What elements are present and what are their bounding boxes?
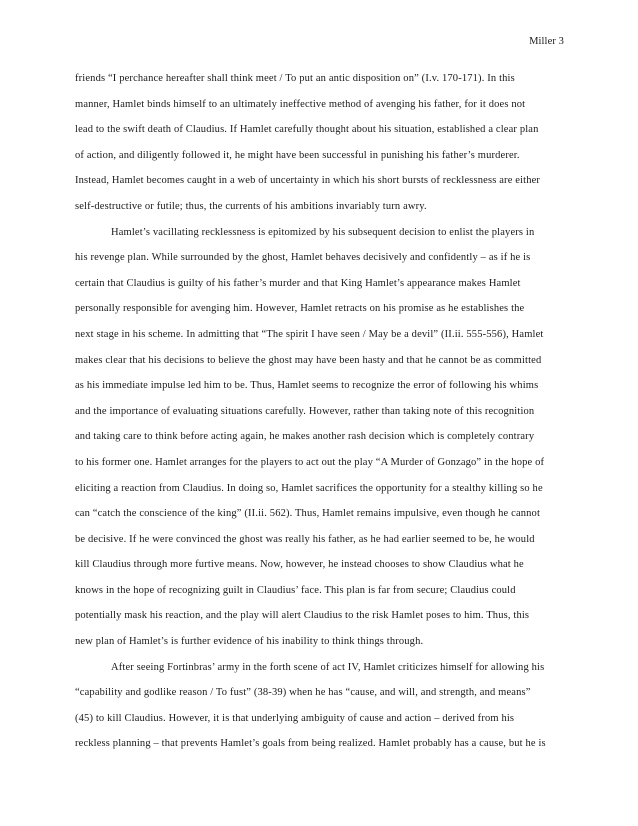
text-line: next stage in his scheme. In admitting that “The spirit I have seen / May be a devil” (II.ii. 555-556), Hamlet <box>75 328 544 340</box>
text-line: Instead, Hamlet becomes caught in a web of uncertainty in which his short bursts of recklessness are either <box>75 175 541 187</box>
text-line: to his former one. Hamlet arranges for the players to act out the play “A Murder of Gonzago” in the hope of <box>75 456 545 468</box>
paragraph <box>75 660 567 762</box>
text-line: eliciting a reaction from Claudius. In doing so, Hamlet sacrifices the opportunity for a stealthy killing so he <box>75 482 543 494</box>
text-line: certain that Claudius is guilty of his father’s murder and that King Hamlet’s appearance makes Hamlet <box>75 277 521 289</box>
text-line: his revenge plan. While surrounded by the ghost, Hamlet behaves decisively and confidently – as if he is <box>75 252 531 264</box>
text-line: new plan of Hamlet’s is further evidence of his inability to think things through. <box>75 636 424 648</box>
text-line: “capability and godlike reason / To fust” (38-39) when he has “cause, and will, and strength, and means” <box>75 687 531 699</box>
text-line: and the importance of evaluating situations carefully. However, rather than taking note of this recognition <box>75 405 535 417</box>
text-line: of action, and diligently followed it, he might have been successful in punishing his father’s murderer. <box>75 149 520 161</box>
text-line: makes clear that his decisions to believe the ghost may have been hasty and that he cannot be as committed <box>75 354 542 366</box>
paragraph <box>75 71 567 225</box>
text-line: can “catch the conscience of the king” (II.ii. 562). Thus, Hamlet remains impulsive, even though he cannot <box>75 508 541 520</box>
text-line: self-destructive or futile; thus, the currents of his ambitions invariably turn awry. <box>75 200 427 212</box>
essay-body <box>75 71 567 762</box>
paragraph <box>75 225 567 660</box>
text-line: be decisive. If he were convinced the ghost was really his father, as he had earlier seemed to be, he would <box>75 533 535 545</box>
text-line: (45) to kill Claudius. However, it is that underlying ambiguity of cause and action – derived from his <box>75 712 515 724</box>
text-line: knows in the hope of recognizing guilt in Claudius’ face. This plan is far from secure; Claudius could <box>75 584 516 596</box>
text-line: and taking care to think before acting again, he makes another rash decision which is completely contrary <box>75 431 535 443</box>
text-line: personally responsible for avenging him. However, Hamlet retracts on his promise as he establishes the <box>75 303 525 315</box>
text-line: friends “I perchance hereafter shall think meet / To put an antic disposition on” (I.v. 170-171). In this <box>75 73 515 84</box>
text-line: After seeing Fortinbras’ army in the forth scene of act IV, Hamlet criticizes himself for allowing his <box>111 661 545 673</box>
running-head: Miller 3 <box>529 36 564 47</box>
text-line: Hamlet’s vacillating recklessness is epitomized by his subsequent decision to enlist the players in <box>111 226 535 238</box>
text-line: as his immediate impulse led him to be. Thus, Hamlet seems to recognize the error of following his whims <box>75 380 539 392</box>
text-line: manner, Hamlet binds himself to an ultimately ineffective method of avenging his father, for it does not <box>75 98 526 110</box>
text-line: lead to the swift death of Claudius. If Hamlet carefully thought about his situation, established a clear plan <box>75 124 539 136</box>
text-line: potentially mask his reaction, and the play will alert Claudius to the risk Hamlet poses to him. Thus, this <box>75 610 530 622</box>
text-line: kill Claudius through more furtive means. Now, however, he instead chooses to show Claudius what he <box>75 559 524 571</box>
text-line: reckless planning – that prevents Hamlet’s goals from being realized. Hamlet probably has a cause, but he is <box>75 738 546 750</box>
